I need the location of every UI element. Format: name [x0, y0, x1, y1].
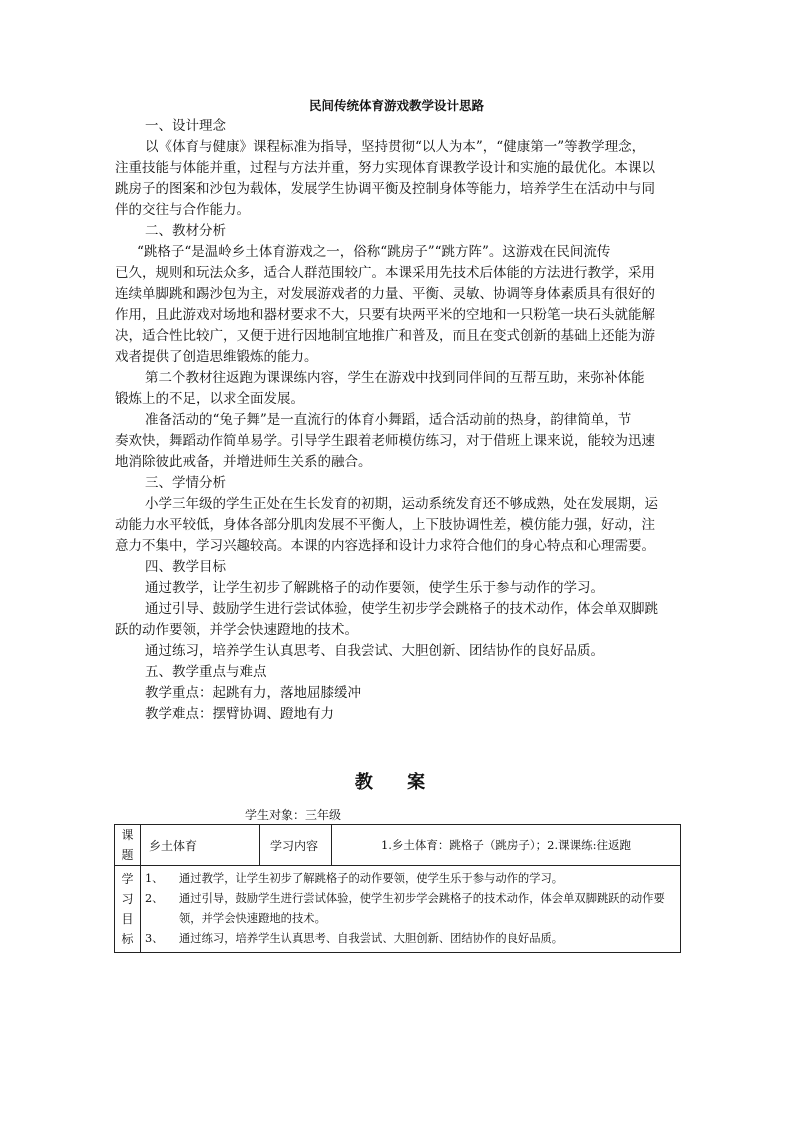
- goal-text: 通过练习，培养学生认真思考、自我尝试、大胆创新、团结协作的良好品质。: [179, 932, 564, 945]
- paragraph-line: 已久，规则和玩法众多，适合人群范围较广。本课采用先技术后体能的方法进行教学，采用: [115, 265, 655, 281]
- section-paragraph: [115, 494, 678, 557]
- goals-list: [145, 869, 676, 949]
- paragraph-line: 通过引导、鼓励学生进行尝试体验，使学生初步学会跳格子的技术动作，体会单双脚跳: [145, 601, 658, 617]
- paragraph-line: 作用，且此游戏对场地和器材要求不大，只要有块两平米的空地和一只粉笔一块石头就能解: [115, 307, 655, 323]
- topic-label: [115, 825, 140, 865]
- paragraph-line: 小学三年级的学生正处在生长发育的初期，运动系统发育还不够成熟，处在发展期，运: [145, 496, 658, 512]
- paragraph-line: 注重技能与体能并重，过程与方法并重，努力实现体育课教学设计和实施的最优化。本课以: [115, 160, 655, 176]
- section-paragraph: [115, 410, 678, 473]
- section-paragraph: [115, 641, 678, 662]
- paragraph-line: 跳房子的图案和沙包为载体，发展学生协调平衡及控制身体等能力，培养学生在活动中与同: [115, 181, 655, 197]
- paragraph-line: 通过教学，让学生初步了解跳格子的动作要领，使学生乐于参与动作的学习。: [145, 580, 604, 596]
- content-value: 1.乡土体育：跳格子（跳房子）；2.课课练:往返跑: [332, 825, 681, 866]
- student-audience: 学生对象：三年级: [245, 808, 342, 822]
- content-label: 学习内容: [260, 825, 332, 866]
- document-title: 民间传统体育游戏教学设计思路: [308, 98, 484, 113]
- paragraph-line: 准备活动的“兔子舞”是一直流行的体育小舞蹈，适合活动前的热身，韵律简单，节: [145, 412, 632, 428]
- section-paragraph: [115, 599, 678, 641]
- goals-label-cell: [115, 866, 141, 953]
- section-paragraph: [115, 683, 678, 704]
- paragraph-line: 决，适合性比较广，又便于进行因地制宜地推广和普及，而且在变式创新的基础上还能为游: [115, 328, 655, 344]
- paragraph-line: 以《体育与健康》课程标准为指导，坚持贯彻“以人为本”，“健康第一”等教学理念，: [145, 139, 646, 155]
- section-paragraph: [115, 137, 678, 221]
- section-paragraph: [115, 368, 678, 410]
- paragraph-line: 伴的交往与合作能力。: [115, 202, 250, 218]
- section-heading: 二、教材分析: [145, 223, 226, 239]
- lesson-plan-title: 教 案: [354, 772, 440, 793]
- paragraph-line: 教学重点：起跳有力，落地屈膝缓冲: [145, 685, 361, 701]
- design-document: [115, 96, 678, 725]
- label-char: 习: [121, 892, 134, 906]
- topic-subject: 乡土体育: [141, 825, 260, 866]
- label-char: 标: [121, 932, 134, 946]
- paragraph-line: 跃的动作要领，并学会快速蹬地的技术。: [115, 622, 358, 638]
- goals-cell: [141, 866, 681, 953]
- goal-item: [145, 929, 676, 949]
- goals-label: [115, 869, 140, 949]
- paragraph-line: “跳格子“是温岭乡土体育游戏之一，俗称“跳房子”“跳方阵”。这游戏在民间流传: [137, 244, 611, 260]
- section-paragraph: [115, 704, 678, 725]
- section-paragraph: [115, 578, 678, 599]
- label-char: 题: [121, 848, 134, 862]
- paragraph-line: 教学难点：摆臂协调、蹬地有力: [145, 706, 334, 722]
- goal-number: 2、: [145, 892, 164, 905]
- paragraph-line: 戏者提供了创造思维锻炼的能力。: [115, 349, 318, 365]
- label-char: 目: [121, 912, 134, 926]
- label-char: 课: [121, 828, 134, 842]
- goal-number: 1、: [145, 872, 164, 885]
- paragraph-line: 锻炼上的不足，以求全面发展。: [115, 391, 304, 407]
- label-char: 学: [121, 872, 134, 886]
- document-sections: [115, 116, 678, 725]
- section-heading: 一、设计理念: [145, 118, 226, 134]
- section-paragraph: [115, 242, 678, 368]
- goal-item: [145, 869, 676, 889]
- goal-number: 3、: [145, 932, 164, 945]
- paragraph-line: 奏欢快，舞蹈动作简单易学。引导学生跟着老师模仿练习，对于借班上课来说，能较为迅速: [115, 433, 655, 449]
- paragraph-line: 动能力水平较低，身体各部分肌肉发展不平衡人，上下肢协调性差，模仿能力强，好动，注: [115, 517, 655, 533]
- section-heading: 五、教学重点与难点: [145, 664, 267, 680]
- section-heading: 三、学情分析: [145, 475, 226, 491]
- table-row: [115, 825, 681, 866]
- paragraph-line: 意力不集中，学习兴趣较高。本课的内容选择和设计力求符合他们的身心特点和心理需要。: [115, 538, 655, 554]
- paragraph-line: 通过练习，培养学生认真思考、自我尝试、大胆创新、团结协作的良好品质。: [145, 643, 604, 659]
- lesson-plan-table: [114, 824, 681, 953]
- paragraph-line: 第二个教材往返跑为课课练内容，学生在游戏中找到同伴间的互帮互助，来弥补体能: [145, 370, 645, 386]
- goal-item: [145, 889, 676, 929]
- paragraph-line: 地消除彼此戒备，并增进师生关系的融合。: [115, 454, 372, 470]
- paragraph-line: 连续单脚跳和踢沙包为主，对发展游戏者的力量、平衡、灵敏、协调等身体素质具有很好的: [115, 286, 655, 302]
- goal-text: 通过引导，鼓励学生进行尝试体验，使学生初步学会跳格子的技术动作，体会单双脚跳跃的动作要领，并学会快速蹬地的技术。: [179, 892, 665, 925]
- topic-label-cell: [115, 825, 141, 866]
- section-heading: 四、教学目标: [145, 559, 226, 575]
- goal-text: 通过教学，让学生初步了解跳格子的动作要领，使学生乐于参与动作的学习。: [179, 872, 564, 885]
- table-row: [115, 866, 681, 953]
